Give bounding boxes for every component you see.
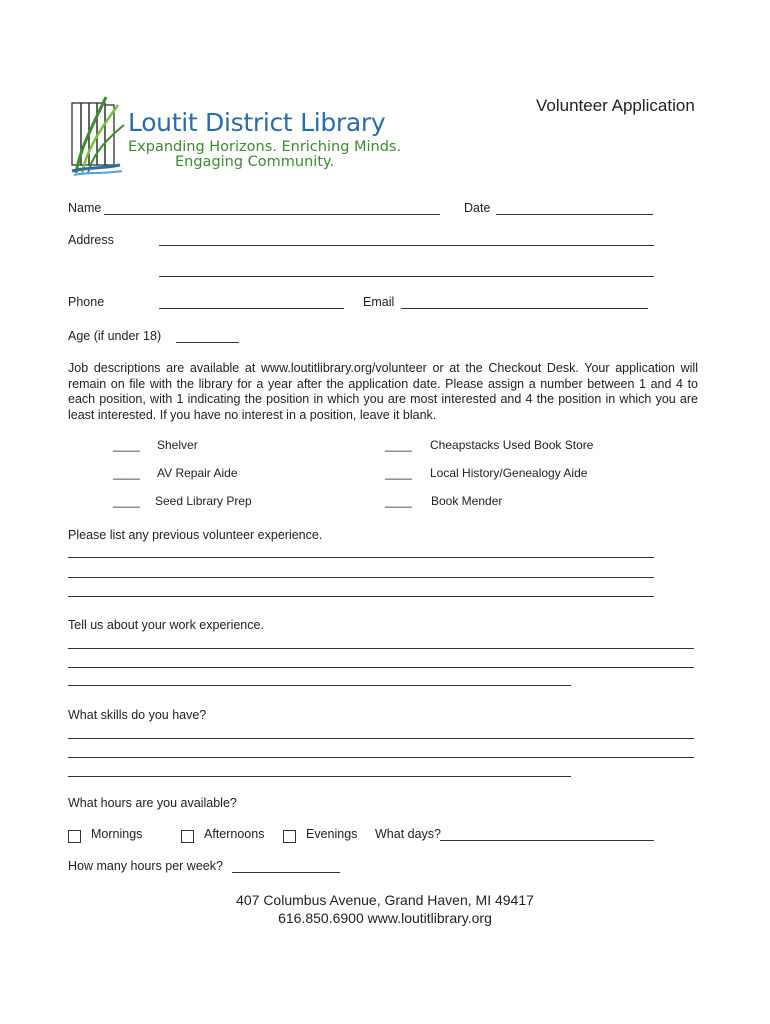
volunteer-experience-question: Please list any previous volunteer experience. [68, 528, 323, 542]
position-seed-library: Seed Library Prep [155, 494, 252, 508]
position-rank-blank[interactable]: ____ [385, 466, 412, 480]
what-days-field[interactable] [440, 840, 654, 841]
footer-contact: 616.850.6900 www.loutitlibrary.org [278, 910, 492, 926]
evenings-label: Evenings [306, 827, 358, 841]
afternoons-label: Afternoons [204, 827, 265, 841]
volunteer-experience-line[interactable] [68, 596, 654, 597]
evenings-checkbox[interactable] [283, 830, 296, 843]
position-shelver: Shelver [157, 438, 198, 452]
name-label: Name [68, 201, 102, 215]
logo-bookshelf-icon [66, 95, 126, 180]
work-experience-line[interactable] [68, 685, 571, 686]
position-rank-blank[interactable]: ____ [385, 494, 412, 508]
address-label: Address [68, 233, 114, 247]
logo-tagline-line2: Engaging Community. [175, 154, 335, 170]
hours-question: What hours are you available? [68, 796, 237, 810]
position-book-mender: Book Mender [431, 494, 503, 508]
address-field-line2[interactable] [159, 276, 654, 277]
skills-question: What skills do you have? [68, 708, 207, 722]
afternoons-checkbox[interactable] [181, 830, 194, 843]
mornings-label: Mornings [91, 827, 143, 841]
date-field[interactable] [496, 214, 653, 215]
email-field[interactable] [401, 308, 648, 309]
age-field[interactable] [176, 342, 239, 343]
skills-line[interactable] [68, 738, 694, 739]
volunteer-experience-line[interactable] [68, 557, 654, 558]
footer-address: 407 Columbus Avenue, Grand Haven, MI 49417 [236, 892, 534, 908]
work-experience-line[interactable] [68, 667, 694, 668]
logo-library-name: Loutit District Library [128, 108, 386, 137]
email-label: Email [363, 295, 395, 309]
mornings-checkbox[interactable] [68, 830, 81, 843]
hours-per-week-label: How many hours per week? [68, 859, 223, 873]
instructions-paragraph: Job descriptions are available at www.loutitlibrary.org/volunteer or at the Checkout Desk. Your application will remain on file with the library for a year after the application date. Please assign a number between 1 and 4 to each position, with 1 indicating the position in which you are most interested and 4 the position in which you are least interested. If you have no interest in a position, leave it blank. [68, 361, 698, 422]
age-label: Age (if under 18) [68, 329, 162, 343]
phone-label: Phone [68, 295, 105, 309]
position-rank-blank[interactable]: ____ [385, 438, 412, 452]
position-rank-blank[interactable]: ____ [113, 494, 140, 508]
position-av-repair: AV Repair Aide [157, 466, 238, 480]
work-experience-question: Tell us about your work experience. [68, 618, 264, 632]
phone-field[interactable] [159, 308, 344, 309]
position-rank-blank[interactable]: ____ [113, 466, 140, 480]
address-field-line1[interactable] [159, 245, 654, 246]
position-cheapstacks: Cheapstacks Used Book Store [430, 438, 594, 452]
skills-line[interactable] [68, 776, 571, 777]
page-title: Volunteer Application [536, 96, 695, 115]
hours-per-week-field[interactable] [232, 872, 340, 873]
name-field[interactable] [104, 214, 440, 215]
work-experience-line[interactable] [68, 648, 694, 649]
position-local-history: Local History/Genealogy Aide [430, 466, 588, 480]
date-label: Date [464, 201, 491, 215]
position-rank-blank[interactable]: ____ [113, 438, 140, 452]
logo-tagline-line1: Expanding Horizons. Enriching Minds. [128, 139, 402, 155]
skills-line[interactable] [68, 757, 694, 758]
volunteer-experience-line[interactable] [68, 577, 654, 578]
what-days-label: What days? [375, 827, 442, 841]
